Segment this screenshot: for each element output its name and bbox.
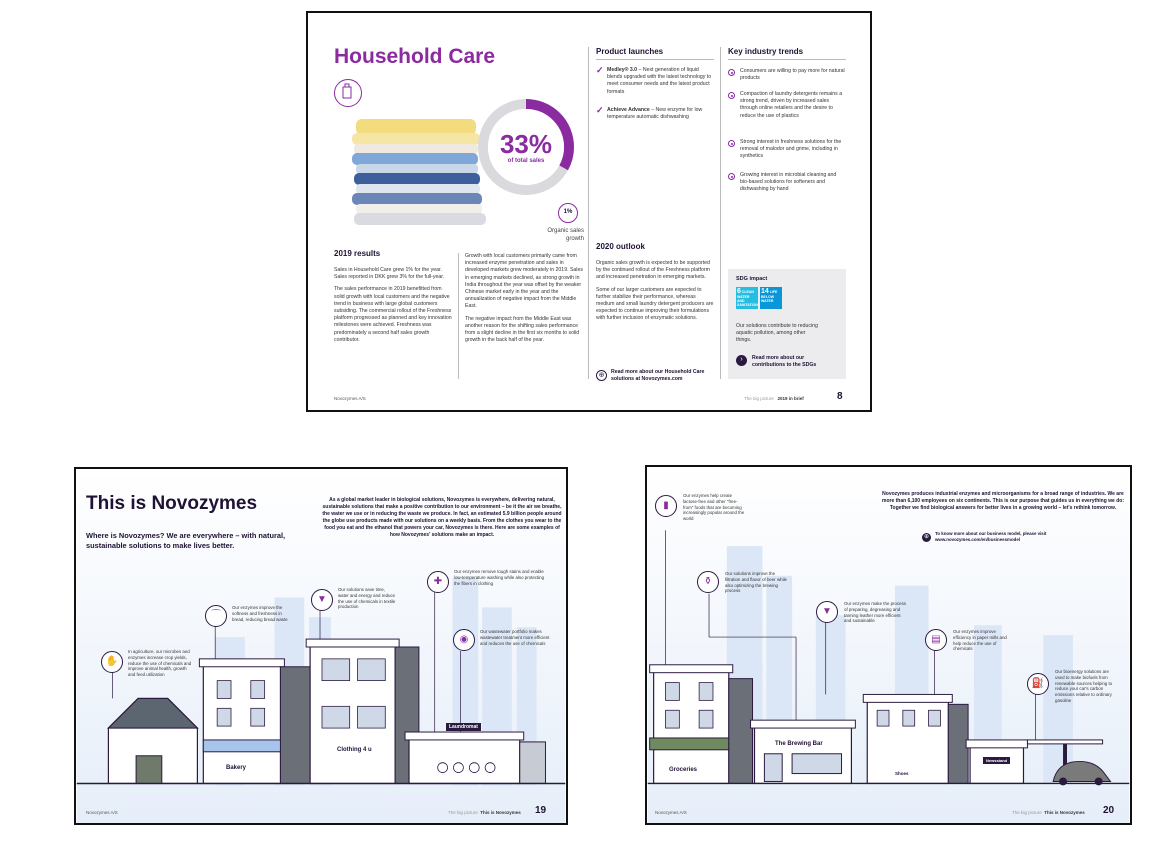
caption-bioenergy: Our bioenergy solutions are used to make biofuels from renewable sources helping to reduce your car's carbon emissions relative to ordinary gasoline (1055, 669, 1113, 703)
leather-icon: ▼ (816, 601, 838, 623)
trend-item: Strong interest in freshness solutions for the removal of malodor and grime, including in synthetics (740, 139, 842, 160)
caption-wastewater: Our wastewater portfolio makes wastewater treatment more efficient and reduces the use of chemicals (480, 629, 550, 646)
sdg-link[interactable]: Read more about our contributions to the SDGs (752, 355, 817, 369)
caption-agriculture: In agriculture, our microbes and enzymes increase crop yields, reduce the use of chemicals and improve animal health, growth and feed utilization (128, 649, 192, 678)
agriculture-icon: ✋ (101, 651, 123, 673)
laundromat-sign: Laundromat (446, 723, 481, 731)
divider (458, 253, 459, 379)
results-column-2: Growth with local customers primarily came from increased enzyme penetration and sales in developed markets grew moderately in 2019. Sales in emerging markets declined, as strong growth in India throughout the year was offset by the weaker Chinese market early in the year and the annualization of negative impact from the Middle East. The negative impact from the Middle East was another reason for the shifting sales performance from a slight decline in the first six months to solid growth in the back half of the year. (465, 253, 583, 344)
page-number: 8 (837, 391, 843, 402)
sdg-text: Our solutions contribute to reducing aquatic pollution, among other things. (736, 323, 818, 344)
arrow-right-icon[interactable]: › (736, 355, 747, 366)
caption-laundry: Our enzymes remove tough stains and enable low-temperature washing while also protecting the fibers in clothing (454, 569, 545, 586)
page-title: This is Novozymes (86, 493, 258, 514)
page-subtitle: Where is Novozymes? We are everywhere – with natural, sustainable solutions to make lives better. (86, 531, 286, 550)
launch-item-2: Achieve Advance – New enzyme for low temperature automatic dishwashing (607, 107, 703, 121)
growth-label: Organic sales growth (547, 228, 584, 242)
paper-icon: ▤ (925, 629, 947, 651)
footer-nav[interactable]: The big picture This is Novozymes (1012, 810, 1085, 815)
sdg-6-tile: 6 CLEAN WATER AND SANITATION (737, 288, 758, 307)
detergent-icon (334, 79, 362, 107)
page-household-care (306, 11, 872, 412)
trends-heading: Key industry trends (728, 47, 804, 56)
sdg-heading: SDG impact (736, 276, 768, 282)
launch-item-1: Medley® 3.0 – Next generation of liquid blends upgraded with the latest technology to meet consumer needs and the latest product formats (607, 67, 712, 95)
results-heading: 2019 results (334, 249, 381, 258)
divider (728, 59, 846, 60)
trend-item: Compaction of laundry detergents remains a strong trend, driven by increased sales through online retailers and the desire to reduce the use of plastics (740, 91, 843, 119)
tshirt-icon: ▼ (311, 589, 333, 611)
page-number: 20 (1103, 805, 1115, 816)
page-this-is-novozymes (74, 467, 568, 825)
footer-company: Novozymes A/S (86, 810, 118, 815)
divider (588, 47, 589, 379)
page-title: Household Care (334, 45, 496, 68)
bullet-icon (728, 140, 735, 147)
water-drop-icon: ◉ (453, 629, 475, 651)
footer-nav[interactable]: The big picture 2019 in brief (744, 396, 804, 401)
intro-text: Novozymes produces industrial enzymes and microorganisms for a broad range of industries. We are more than 6,100 employees on six continents. This is our purpose that guides us in everything we do: Together we find biological answers for better lives in a growing world – let's rethink tomorrow. (882, 491, 1124, 511)
divider (720, 47, 721, 379)
check-icon: ✓ (596, 105, 604, 115)
bread-icon: ⌒ (205, 605, 227, 627)
bakery-sign: Bakery (226, 765, 247, 771)
page-number: 19 (535, 805, 547, 816)
globe-icon[interactable]: ⊕ (596, 370, 607, 381)
fuel-icon: ⛽ (1027, 673, 1049, 695)
sdg-impact-box (728, 269, 846, 379)
footer-company: Novozymes A/S (655, 810, 687, 815)
sales-share-label: of total sales (507, 158, 545, 164)
outlook-text: Organic sales growth is expected to be supported by the continued rollout of the Freshness platform and increased penetration in emerging markets. Some of our larger customers are expected to further stabilize their performance, whereas medium and small laundry detergent producers are expected to continue improving their formulations with further inclusion of enzymatic solutions. (596, 260, 714, 322)
caption-bread: Our enzymes improve the softness and freshness in bread, reducing bread waste (232, 605, 288, 622)
milk-bottle-icon: ▮ (655, 495, 677, 517)
results-column-1: Sales in Household Care grew 1% for the year. Sales reported in DKK grew 3% for the full-year. The sales performance in 2019 benefitted from solid growth with local customers and the negative trend in business with large global customers subsiding. The commercial rollout of the Freshness platform progressed as planned and key innovation milestones were achieved. Freshness was predominately a second half sales growth contributor. (334, 267, 452, 343)
clothing-sign: Clothing 4 u (337, 747, 372, 753)
caption-brewing: Our solutions improve the filtration and flavor of beer while also optimizing the brewing process (725, 571, 787, 594)
bullet-icon (728, 69, 735, 76)
intro-text: As a global market leader in biological solutions, Novozymes is everywhere, delivering natural, sustainable solutions that make a positive contribution to our environment – be it the air we breathe, the water we use or in reducing the waste we produce. In fact, an estimated 5.9 billion people around the globe use products made with our solutions on a weekly basis. From the clothes you wear to the food you eat and the ethanol that powers your car, Novozymes is there. Here are some examples of how Novozymes' solutions make an impact. (322, 497, 562, 538)
outlook-link[interactable]: Read more about our Household Care solutions at Novozymes.com (611, 369, 705, 383)
caption-leather: Our enzymes make the process of preparing, degreasing and tanning leather more efficient and sustainable (844, 601, 906, 624)
detergent-icon: ✚ (427, 571, 449, 593)
caption-paper: Our enzymes improve efficiency in paper mills and help reduce the use of chemicals (953, 629, 1007, 652)
page-novozymes-continued (645, 465, 1132, 825)
launches-heading: Product launches (596, 47, 664, 56)
beer-bottle-icon: ⚱ (697, 571, 719, 593)
bullet-icon (728, 92, 735, 99)
trend-item: Consumers are willing to pay more for natural products (740, 68, 845, 82)
trend-item: Growing interest in microbial cleaning and bio-based solutions for softeners and dishwashing by hand (740, 172, 837, 193)
business-model-link[interactable]: To know more about our business model, please visit www.novozymes.com/en/businessmodel (935, 531, 1047, 542)
footer-nav[interactable]: The big picture This is Novozymes (448, 810, 521, 815)
brewing-bar-sign: The Brewing Bar (775, 741, 823, 747)
divider (596, 59, 714, 60)
caption-textile: Our solutions save time, water and energy and reduce the use of chemicals in textile production (338, 587, 396, 610)
newsstand-sign: Newsstand (983, 757, 1010, 764)
sdg-14-tile: 14 LIFE BELOW WATER (760, 287, 782, 309)
sales-share-value: 33% (499, 129, 553, 159)
caption-lactose: Our enzymes help create lactose-free and other "free-from" foods that are becoming increasingly popular around the world (683, 493, 745, 522)
outlook-heading: 2020 outlook (596, 242, 645, 251)
growth-badge: 1% (558, 203, 578, 223)
bullet-icon (728, 173, 735, 180)
shoes-sign: Shoes (895, 771, 909, 776)
check-icon: ✓ (596, 65, 604, 75)
footer-company: Novozymes A/S (334, 396, 366, 401)
groceries-sign: Groceries (669, 767, 698, 773)
globe-icon[interactable]: ⊕ (923, 534, 930, 540)
